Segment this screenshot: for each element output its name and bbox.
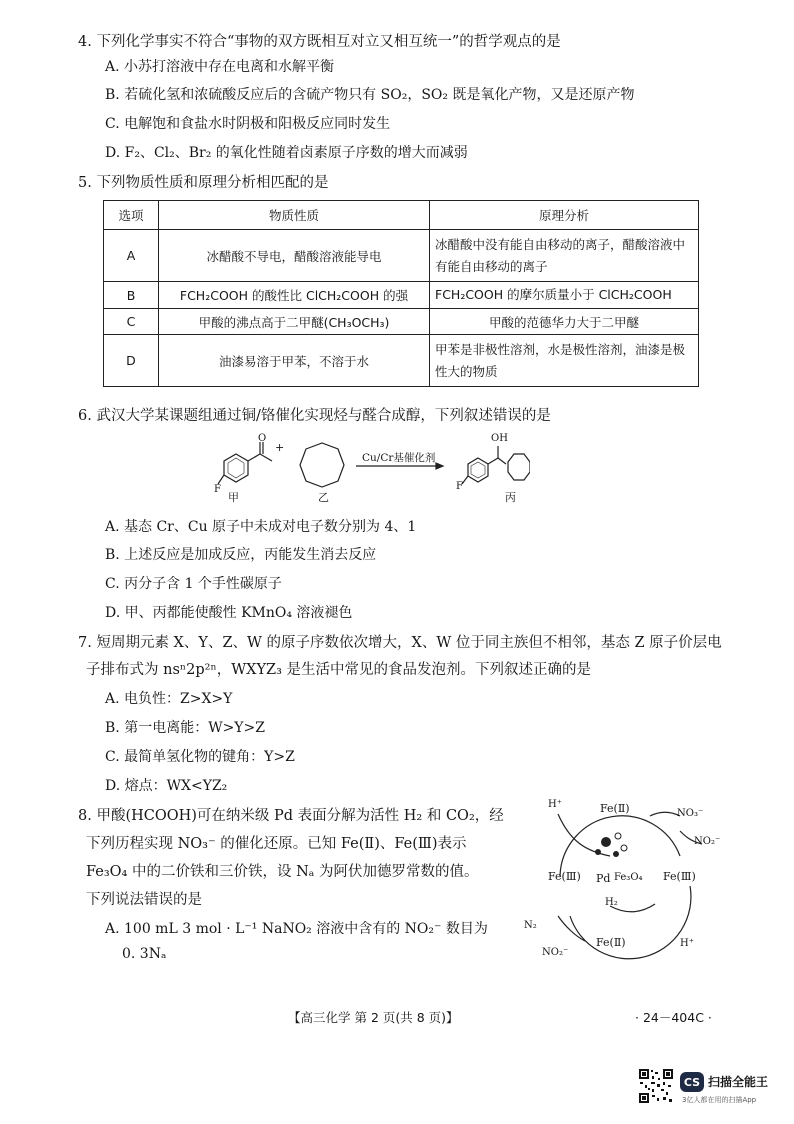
cycle-arc-lower [570, 886, 691, 959]
table-header-cell: 物质性质 [159, 201, 430, 230]
q7-stem-line2: 子排布式为 nsⁿ2p²ⁿ，WXYZ₃ 是生活中常见的食品发泡剂。下列叙述正确的是 [86, 662, 592, 678]
qr-code-icon [638, 1068, 674, 1104]
label-fe3o4: Fe₃O₄ [614, 872, 643, 883]
molecule-atom [621, 845, 627, 851]
table-cell: A [104, 230, 159, 282]
q6-option-d: D. 甲、丙都能使酸性 KMnO₄ 溶液褪色 [105, 605, 353, 621]
label-h-plus-top: H⁺ [548, 799, 562, 810]
atom-label-oh: OH [491, 433, 508, 444]
q4-option-c: C. 电解饱和食盐水时阴极和阳极反应同时发生 [105, 116, 391, 132]
label-no2-bottom: NO₂⁻ [542, 947, 569, 958]
table-cell: D [104, 335, 159, 387]
q8-option-a-line2: 0. 3Nₐ [122, 946, 167, 962]
q5-stem: 5. 下列物质性质和原理分析相匹配的是 [78, 175, 329, 191]
atom-label-f-c: F [456, 481, 463, 492]
q8-line1: 8. 甲酸(HCOOH)可在纳米级 Pd 表面分解为活性 H₂ 和 CO₂，经 [78, 808, 504, 824]
label-fe2-bottom: Fe(Ⅱ) [596, 936, 626, 949]
molecule-atom [601, 837, 611, 847]
atom-label-f-a: F [214, 484, 221, 495]
table-row [104, 335, 699, 387]
molecule-atom [613, 851, 619, 857]
table-cell: 冰醋酸不导电，醋酸溶液能导电 [159, 230, 430, 282]
scanner-title: 扫描全能王 [708, 1075, 769, 1089]
q6-option-c: C. 丙分子含 1 个手性碳原子 [105, 576, 282, 592]
q6-stem: 6. 武汉大学某课题组通过铜/铬催化实现烃与醛合成醇，下列叙述错误的是 [78, 408, 551, 424]
table-cell: FCH₂COOH 的酸性比 ClCH₂COOH 的强 [159, 282, 430, 309]
arrow-h-plus [558, 814, 610, 856]
table-cell: FCH₂COOH 的摩尔质量小于 ClCH₂COOH [430, 282, 699, 309]
cycle-arc-upper [560, 816, 680, 876]
compound-label-yi: 乙 [318, 491, 329, 504]
table-header-cell: 选项 [104, 201, 159, 230]
label-no2-right: NO₂⁻ [694, 836, 721, 847]
compound-label-bing: 丙 [505, 491, 516, 504]
table-cell: C [104, 309, 159, 335]
q4-option-a: A. 小苏打溶液中存在电离和水解平衡 [105, 59, 335, 75]
table-header-cell: 原理分析 [430, 201, 699, 230]
q8-line4: 下列说法错误的是 [86, 892, 202, 908]
table-row [104, 230, 699, 282]
molecule-atom [615, 833, 621, 839]
q6-option-a: A. 基态 Cr、Cu 原子中未成对电子数分别为 4、1 [105, 519, 417, 535]
table-cell: 甲苯是非极性溶剂，水是极性溶剂，油漆是极性大的物质 [430, 335, 699, 387]
label-pd: Pd [596, 872, 611, 885]
label-no3: NO₃⁻ [677, 808, 704, 819]
camscanner-logo-icon: CS [680, 1072, 704, 1092]
q6-option-b: B. 上述反应是加成反应，丙能发生消去反应 [105, 547, 377, 563]
atom-label-o: O [258, 433, 267, 444]
q8-option-a-line1: A. 100 mL 3 mol · L⁻¹ NaNO₂ 溶液中含有的 NO₂⁻ 数目为 [105, 921, 488, 937]
q7-stem-line1: 7. 短周期元素 X、Y、Z、W 的原子序数依次增大，X、W 位于同主族但不相邻，基态 Z 原子价层电 [78, 635, 722, 651]
q4-option-d: D. F₂、Cl₂、Br₂ 的氧化性随着卤素原子序数的增大而减弱 [105, 145, 468, 161]
table-header-row [104, 201, 699, 230]
table-cell: 油漆易溶于甲苯，不溶于水 [159, 335, 430, 387]
reaction-scheme [210, 432, 530, 514]
cyclooctane-ring [300, 443, 344, 487]
q8-line2: 下列历程实现 NO₃⁻ 的催化还原。已知 Fe(Ⅱ)、Fe(Ⅲ)表示 [86, 836, 467, 852]
label-fe3-right: Fe(Ⅲ) [663, 870, 696, 883]
q4-option-b: B. 若硫化氢和浓硫酸反应后的含硫产物只有 SO₂，SO₂ 既是氧化产物，又是还原产物 [105, 87, 635, 103]
table-row [104, 309, 699, 335]
cyclooctane-ring-c [508, 454, 530, 480]
plus-sign: + [275, 441, 285, 454]
q7-option-a: A. 电负性：Z>X>Y [105, 691, 233, 707]
table-cell: 甲酸的沸点高于二甲醚(CH₃OCH₃) [159, 309, 430, 335]
compound-label-jia: 甲 [228, 491, 239, 504]
table-cell: 甲酸的范德华力大于二甲醚 [430, 309, 699, 335]
table-cell: B [104, 282, 159, 309]
q4-stem: 4. 下列化学事实不符合“事物的双方既相互对立又相互统一”的哲学观点的是 [78, 34, 561, 50]
q7-option-c: C. 最简单氢化物的键角：Y>Z [105, 749, 295, 765]
label-n2: N₂ [524, 920, 537, 931]
q7-option-b: B. 第一电离能：W>Y>Z [105, 720, 266, 736]
scanner-subtitle: 3亿人都在用的扫描App [682, 1096, 757, 1104]
label-fe3-left: Fe(Ⅲ) [548, 870, 581, 883]
page-footer-right: · 24－404C · [635, 1010, 712, 1025]
q7-option-d: D. 熔点：WX<YZ₂ [105, 778, 228, 794]
catalyst-label: Cu/Cr基催化剂 [362, 452, 436, 464]
page-footer-center: 【高三化学 第 2 页(共 8 页)】 [288, 1010, 459, 1025]
table-row [104, 282, 699, 309]
q8-line3: Fe₃O₄ 中的二价铁和三价铁，设 Nₐ 为阿伏加德罗常数的值。 [86, 864, 479, 880]
arrow-no3 [650, 812, 680, 816]
table-cell: 冰醋酸中没有能自由移动的离子，醋酸溶液中有能自由移动的离子 [430, 230, 699, 282]
label-h-plus-bottom: H⁺ [680, 938, 694, 949]
q5-table [103, 200, 699, 387]
label-fe2-top: Fe(Ⅱ) [600, 802, 630, 815]
molecule-atom [595, 849, 601, 855]
label-h2: H₂ [605, 897, 618, 908]
